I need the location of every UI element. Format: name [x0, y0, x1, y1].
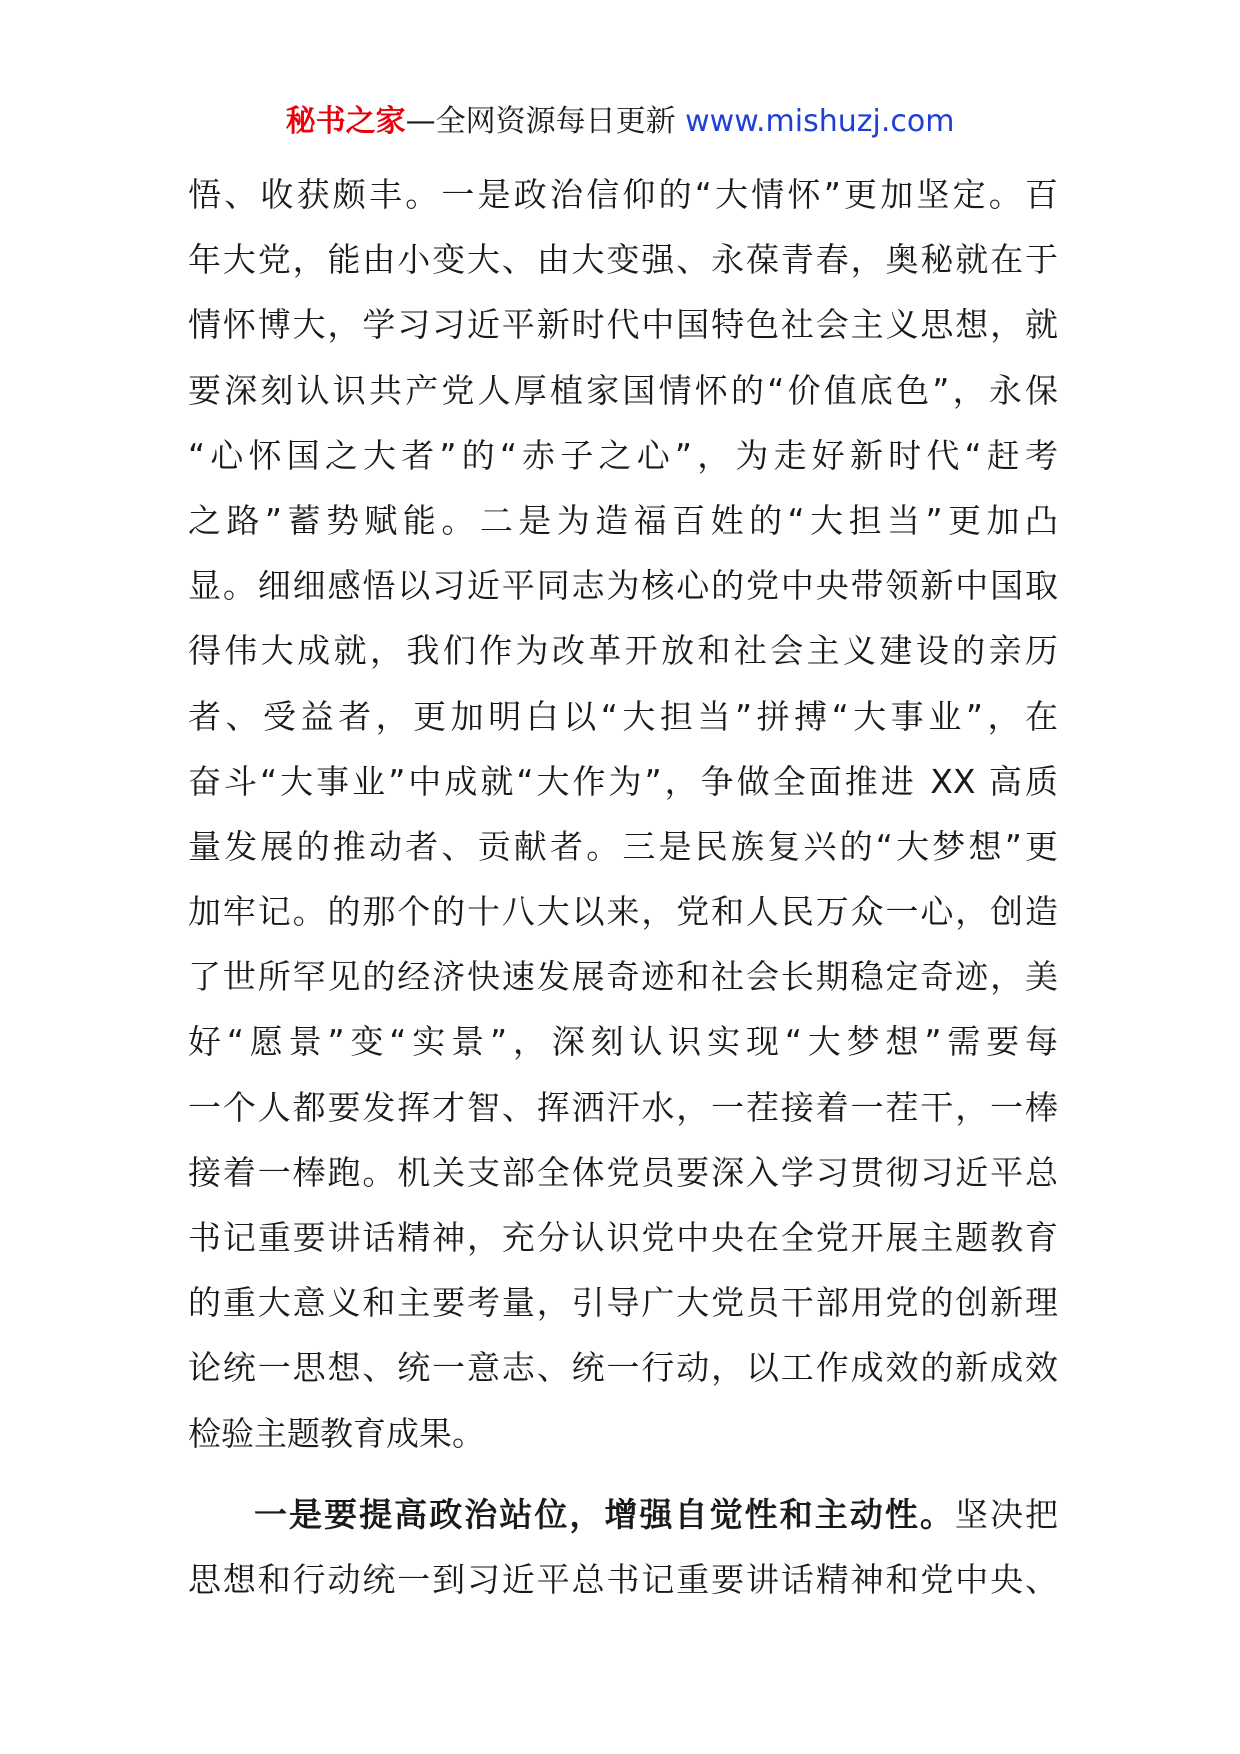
paragraph-spacer	[188, 1466, 1058, 1482]
paragraph-1	[188, 162, 1058, 1466]
text-line: 的重大意义和主要考量，引导广大党员干部用党的创新理	[188, 1283, 1058, 1323]
text-line: 一个人都要发挥才智、挥洒汗水，一茬接着一茬干，一棒	[188, 1087, 1058, 1127]
text-line: 悟、收获颇丰。一是政治信仰的“大情怀”更加坚定。百	[188, 175, 1058, 214]
text-line: 思想和行动统一到习近平总书记重要讲话精神和党中央、	[188, 1559, 1058, 1599]
site-tagline: —全网资源每日更新	[405, 104, 686, 139]
site-brand: 秘书之家	[285, 104, 406, 139]
text-line: 加牢记。的那个的十八大以来，党和人民万众一心，创造	[188, 892, 1058, 932]
text-line: 好“愿景”变“实景”，深刻认识实现“大梦想”需要每	[188, 1022, 1058, 1062]
text-line: 显。细细感悟以习近平同志为核心的党中央带领新中国取	[188, 566, 1058, 606]
text-line: 年大党，能由小变大、由大变强、永葆青春，奥秘就在于	[188, 240, 1058, 280]
text-line: 情怀博大，学习习近平新时代中国特色社会主义思想，就	[188, 305, 1058, 345]
document-body	[188, 162, 1058, 1612]
paragraph-text: 坚决把	[954, 1494, 1059, 1534]
text-line: 了世所罕见的经济快速发展奇迹和社会长期稳定奇迹，美	[188, 957, 1058, 997]
paragraph-2	[188, 1482, 1058, 1612]
text-line: “心怀国之大者”的“赤子之心”，为走好新时代“赶考	[188, 435, 1058, 475]
text-line	[188, 1482, 1058, 1547]
paragraph-heading: 一是要提高政治站位，增强自觉性和主动性。	[254, 1494, 955, 1534]
site-header	[0, 102, 1240, 142]
text-line: 要深刻认识共产党人厚植家国情怀的“价值底色”，永保	[188, 370, 1058, 410]
text-line: 接着一棒跑。机关支部全体党员要深入学习贯彻习近平总	[188, 1152, 1058, 1192]
text-line: 检验主题教育成果。	[188, 1413, 485, 1453]
text-line: 得伟大成就，我们作为改革开放和社会主义建设的亲历	[188, 631, 1058, 671]
site-url-link[interactable]: www.mishuzj.com	[685, 104, 955, 139]
text-line: 之路”蓄势赋能。二是为造福百姓的“大担当”更加凸	[188, 500, 1058, 540]
text-line: 者、受益者，更加明白以“大担当”拼搏“大事业”，在	[188, 696, 1058, 736]
text-line: 论统一思想、统一意志、统一行动，以工作成效的新成效	[188, 1348, 1058, 1388]
text-line: 量发展的推动者、贡献者。三是民族复兴的“大梦想”更	[188, 826, 1058, 866]
text-line: 奋斗“大事业”中成就“大作为”，争做全面推进 XX 高质	[188, 761, 1058, 801]
text-line: 书记重要讲话精神，充分认识党中央在全党开展主题教育	[188, 1218, 1058, 1257]
